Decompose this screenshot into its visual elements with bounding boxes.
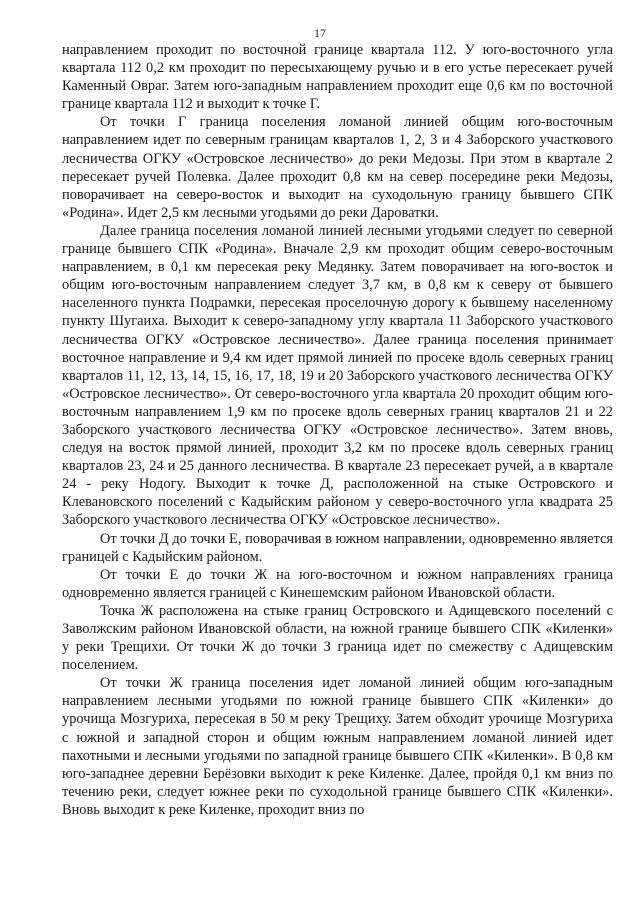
document-body	[62, 41, 613, 819]
paragraph-point-d-to-e: От точки Д до точки Е, поворачивая в южном направлении, одновременно является границей с Кадыйским районом.	[62, 530, 613, 565]
paragraph-point-g: От точки Г граница поселения ломаной линией общим юго-восточным направлением идет по северным границам кварталов 1, 2, 3 и 4 Заборского участкового лесничества ОГКУ «Островское лесничество» до реки Медозы. При этом в квартале 2 пересекает ручей Полевка. Далее проходит 0,8 км на север посередине реки Медозы, поворачивает на северо-восток и выходит на суходольную границу бывшего СПК «Родина». Идет 2,5 км лесными угодьями до реки Дароватки.	[62, 114, 613, 221]
paragraph-point-zh-location: Точка Ж расположена на стыке границ Островского и Адищевского поселений с Заволжским районом Ивановской области, на южной границе бывшего СПК «Киленки» у реки Трещихи. От точки Ж до точки З граница идет по смежеству с Адищевским поселением.	[62, 602, 613, 674]
paragraph-continuation: направлением проходит по восточной границе квартала 112. У юго-восточного угла квартала 112 0,2 км проходит по пересыхающему ручью и в его устье пересекает ручей Каменный Овраг. Затем юго-западным направлением проходит еще 0,6 км по восточной границе квартала 112 и выходит к точке Г.	[62, 42, 613, 113]
paragraph-rodina-border: Далее граница поселения ломаной линией лесными угодьями следует по северной границе бывшего СПК «Родина». Вначале 2,9 км проходит общим северо-восточным направлением, в 0,1 км пересекая реку Медянку. Затем поворачивает на юго-восток и общим юго-восточным направлением следует 3,7 км, в 0,8 км к северу от бывшего населенного пункта Подрамки, пересекая проселочную дорогу к бывшему населенному пункту Шугаиха. Выходит к северо-западному углу квартала 11 Заборского участкового лесничества ОГКУ «Островское лесничество». Далее граница поселения принимает восточное направление и 9,4 км идет прямой линией по просеке вдоль северных границ кварталов 11, 12, 13, 14, 15, 16, 17, 18, 19 и 20 Заборского участкового лесничества ОГКУ «Островское лесничество». От северо-восточного угла квартала 20 проходит общим юго-восточным направлением 1,9 км по просеке вдоль северных границ кварталов 21 и 22 Заборского участкового лесничества ОГКУ «Островское лесничество». Затем вновь, следуя на восток прямой линией, проходит 3,2 км по просеке вдоль северных границ кварталов 23, 24 и 25 данного лесничества. В квартале 23 пересекает ручей, а в квартале 24 - реку Нодогу. Выходит к точке Д, расположенной на стыке Островского и Клевановского поселений с Кадыйским районом у северо-восточного угла квадрата 25 Заборского участкового лесничества ОГКУ «Островское лесничество».	[62, 222, 613, 529]
paragraph-point-zh-route: От точки Ж граница поселения идет ломаной линией общим юго-западным направлением лесными угодьями по южной границе бывшего СПК «Киленки» до урочища Мозгуриха, пересекая в 50 м реку Трещиху. Затем обходит урочище Мозгуриха с южной и западной сторон и общим южным направлением ломаной линией идет пахотными и лесными угодьями по западной границе бывшего СПК «Киленки». В 0,8 км юго-западнее деревни Берёзовки выходит к реке Киленке. Далее, пройдя 0,1 км вниз по течению реки, следует южнее реки по суходольной границе бывшего СПК «Киленки». Вновь выходит к реке Киленке, проходит вниз по	[62, 675, 613, 818]
page-number: 17	[314, 26, 326, 40]
paragraph-point-e-to-zh: От точки Е до точки Ж на юго-восточном и южном направлениях граница одновременно является границей с Кинешемским районом Ивановской области.	[62, 566, 613, 601]
